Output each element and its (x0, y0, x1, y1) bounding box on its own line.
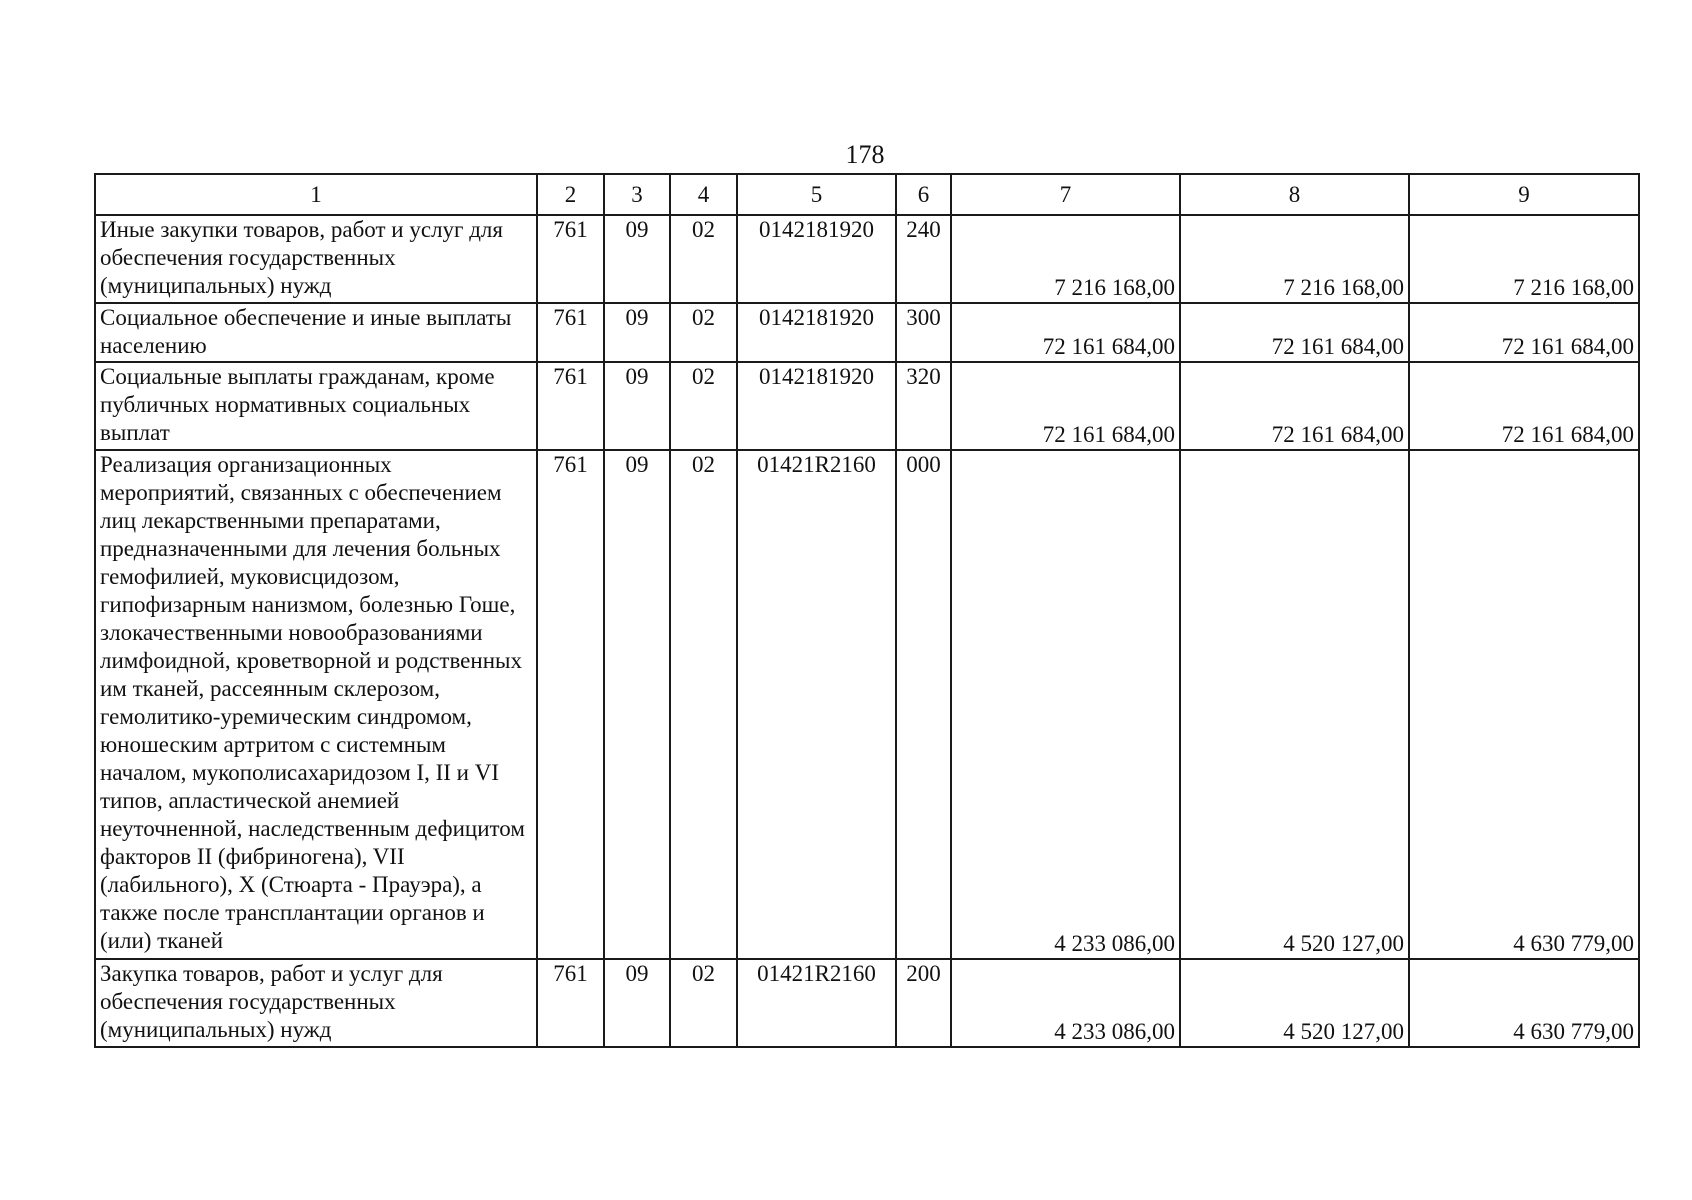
column-number: 6 (896, 174, 951, 215)
column-number-row (95, 174, 1639, 215)
table-row (95, 215, 1639, 303)
code-cell: 09 (604, 215, 670, 303)
code-cell: 761 (537, 303, 604, 362)
amount-cell: 4 630 779,00 (1409, 450, 1639, 959)
code-cell: 000 (896, 450, 951, 959)
row-description: Иные закупки товаров, работ и услуг для обеспечения государственных (муниципальных) нужд (95, 215, 537, 303)
code-cell: 761 (537, 215, 604, 303)
amount-cell: 7 216 168,00 (951, 215, 1180, 303)
code-cell: 200 (896, 959, 951, 1047)
amount-cell: 4 630 779,00 (1409, 959, 1639, 1047)
code-cell: 761 (537, 959, 604, 1047)
page-number: 178 (845, 140, 885, 169)
amount-cell: 4 233 086,00 (951, 450, 1180, 959)
column-number: 2 (537, 174, 604, 215)
column-number: 3 (604, 174, 670, 215)
amount-cell: 4 520 127,00 (1180, 450, 1409, 959)
table-row (95, 362, 1639, 450)
amount-cell: 72 161 684,00 (1409, 362, 1639, 450)
amount-cell: 7 216 168,00 (1180, 215, 1409, 303)
code-cell: 761 (537, 450, 604, 959)
row-description: Социальные выплаты гражданам, кроме публичных нормативных социальных выплат (95, 362, 537, 450)
amount-cell: 72 161 684,00 (1409, 303, 1639, 362)
column-number: 9 (1409, 174, 1639, 215)
amount-cell: 72 161 684,00 (951, 303, 1180, 362)
code-cell: 0142181920 (737, 303, 896, 362)
table-row (95, 959, 1639, 1047)
code-cell: 240 (896, 215, 951, 303)
code-cell: 01421R2160 (737, 959, 896, 1047)
code-cell: 320 (896, 362, 951, 450)
amount-cell: 4 233 086,00 (951, 959, 1180, 1047)
code-cell: 02 (670, 450, 737, 959)
amount-cell: 72 161 684,00 (951, 362, 1180, 450)
row-description: Закупка товаров, работ и услуг для обеспечения государственных (муниципальных) нужд (95, 959, 537, 1047)
code-cell: 0142181920 (737, 215, 896, 303)
amount-cell: 72 161 684,00 (1180, 303, 1409, 362)
budget-table (94, 173, 1640, 1048)
column-number: 7 (951, 174, 1180, 215)
code-cell: 09 (604, 362, 670, 450)
column-number: 5 (737, 174, 896, 215)
code-cell: 09 (604, 303, 670, 362)
code-cell: 09 (604, 959, 670, 1047)
code-cell: 761 (537, 362, 604, 450)
code-cell: 09 (604, 450, 670, 959)
code-cell: 01421R2160 (737, 450, 896, 959)
code-cell: 300 (896, 303, 951, 362)
column-number: 1 (95, 174, 537, 215)
column-number: 4 (670, 174, 737, 215)
amount-cell: 7 216 168,00 (1409, 215, 1639, 303)
code-cell: 02 (670, 959, 737, 1047)
row-description: Реализация организационных мероприятий, связанных с обеспечением лиц лекарственными препаратами, предназначенными для лечения больных гемофилией, муковисцидозом, гипофизарным нанизмом, болезнью Гоше, злокачественными новообразованиями лимфоидной, кроветворной и родственных им тканей, рассеянным склерозом, гемолитико-уремическим синдромом, юношеским артритом с системным началом, мукополисахаридозом I, II и VI типов, апластической анемией неуточненной, наследственным дефицитом факторов II (фибриногена), VII (лабильного), X (Стюарта - Прауэра), а также после трансплантации органов и (или) тканей (95, 450, 537, 959)
table-row (95, 450, 1639, 959)
code-cell: 0142181920 (737, 362, 896, 450)
amount-cell: 4 520 127,00 (1180, 959, 1409, 1047)
column-number: 8 (1180, 174, 1409, 215)
amount-cell: 72 161 684,00 (1180, 362, 1409, 450)
code-cell: 02 (670, 362, 737, 450)
row-description: Социальное обеспечение и иные выплаты населению (95, 303, 537, 362)
code-cell: 02 (670, 303, 737, 362)
table-row (95, 303, 1639, 362)
code-cell: 02 (670, 215, 737, 303)
